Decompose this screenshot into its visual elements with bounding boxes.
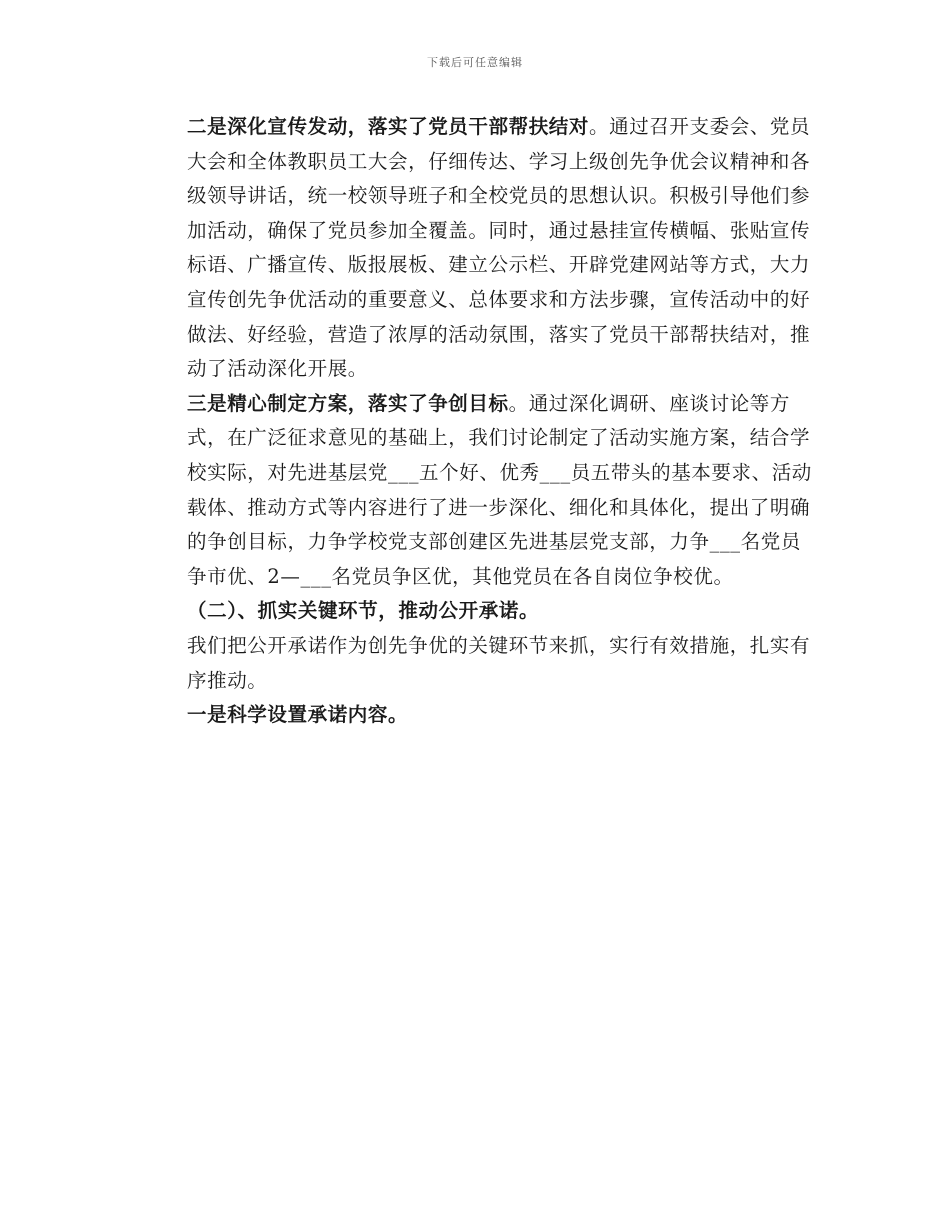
section-heading: （二）、抓实关键环节，推动公开承诺。 bbox=[187, 599, 540, 623]
paragraph-lead-publicity: 二是深化宣传发动，落实了党员干部帮扶结对 bbox=[187, 115, 590, 138]
paragraph-plan bbox=[140, 387, 820, 595]
paragraph-text-plan: 。通过深化调研、座谈讨论等方式，在广泛征求意见的基础上，我们讨论制定了活动实施方案，结合学校实际，对先进基层党___五个好、优秀___员五带头的基本要求、活动载体、推动方式等内容进行了进一步深化、细化和具体化，提出了明确的争创目标，力争学校党支部创建区先进基层党支部，力争___名党员争市优、2—___名党员争区优，其他党员在各自岗位争校优。 bbox=[187, 391, 812, 588]
paragraph-heading-commitment-content: 一是科学设置承诺内容。 bbox=[187, 703, 409, 727]
document-body bbox=[140, 110, 820, 733]
paragraph-publicity bbox=[140, 110, 820, 387]
paragraph-text-publicity: 。通过召开支委会、党员大会和全体教职员工大会，仔细传达、学习上级创先争优会议精神和各级领导讲话，统一校领导班子和全校党员的思想认识。积极引导他们参加活动，确保了党员参加全覆盖。同时，通过悬挂宣传横幅、张贴宣传标语、广播宣传、版报展板、建立公示栏、开辟党建网站等方式，大力宣传创先争优活动的重要意义、总体要求和方法步骤，宣传活动中的好做法、好经验，营造了浓厚的活动氛围，落实了党员干部帮扶结对，推动了活动深化开展。 bbox=[187, 115, 811, 381]
paragraph-commitment: 我们把公开承诺作为创先争优的关键环节来抓，实行有效措施，扎实有序推动。 bbox=[187, 633, 811, 692]
paragraph-lead-plan: 三是精心制定方案，落实了争创目标 bbox=[187, 391, 509, 415]
page-header-note: 下载后可任意编辑 bbox=[427, 56, 523, 69]
